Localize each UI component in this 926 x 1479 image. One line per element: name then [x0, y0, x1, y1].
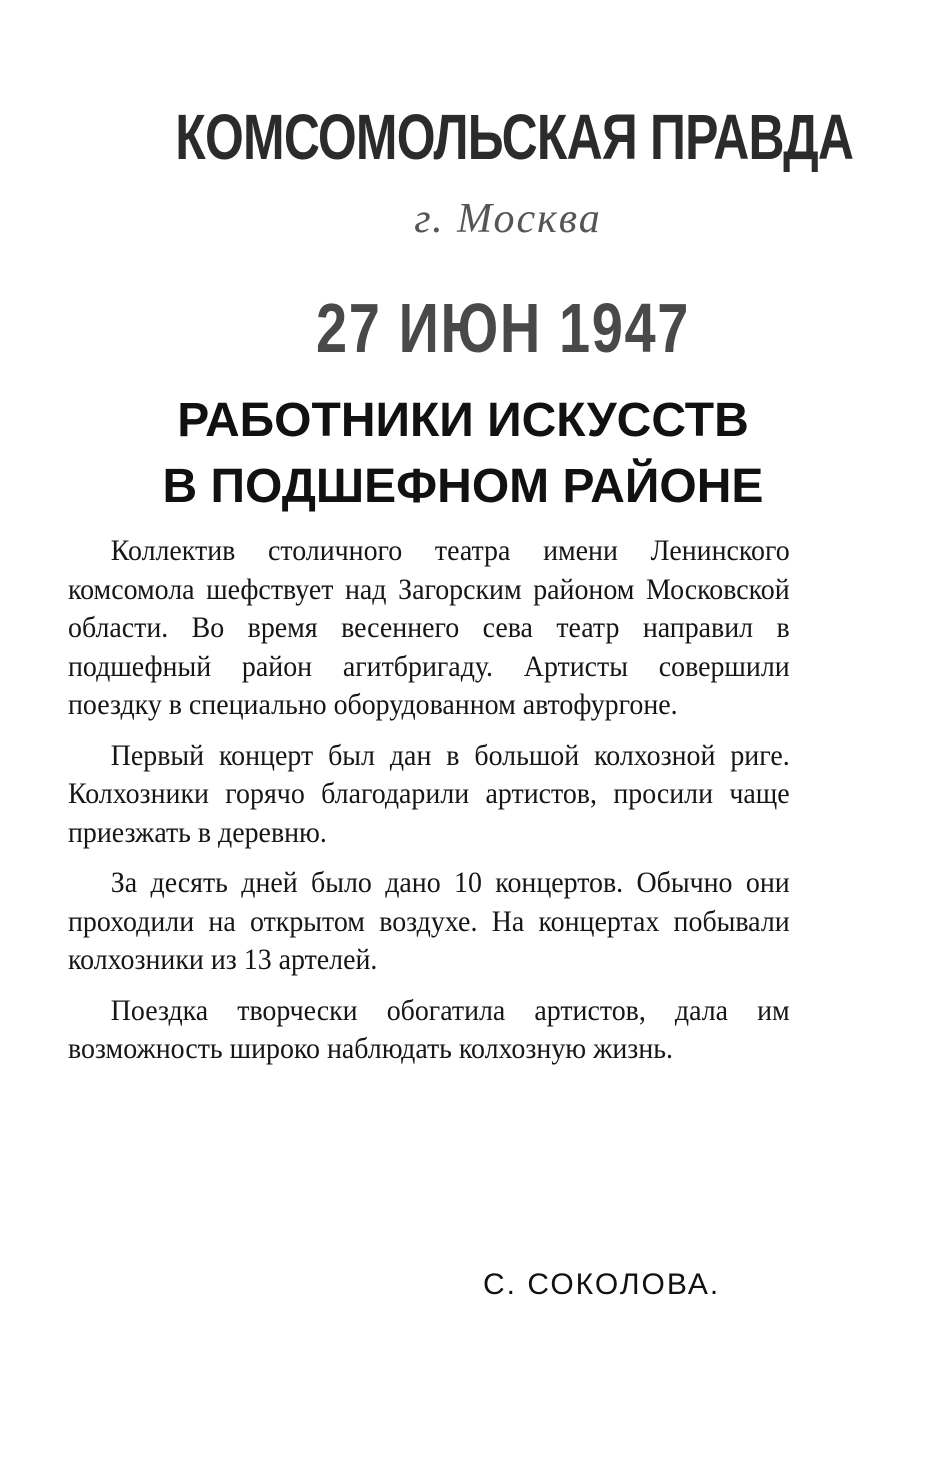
- article-headline: [0, 388, 926, 520]
- city-stamp: г. Москва: [414, 196, 602, 242]
- article-paragraph-4: Поездка творчески обогатила артистов, дала им возможность широко наблюдать колхозную жизнь.: [68, 993, 790, 1065]
- article-body: [68, 532, 790, 1081]
- headline-line-1: РАБОТНИКИ ИСКУССТВ: [177, 394, 749, 447]
- article-paragraph-3: За десять дней было дано 10 концертов. Обычно они проходили на открытом воздухе. На концертах побывали колхозники из 13 артелей.: [68, 866, 790, 976]
- newspaper-stamp: КОМСОМОЛЬСКАЯ ПРАВДА: [175, 101, 854, 173]
- article-paragraph-2: Первый концерт был дан в большой колхозной риге. Колхозники горячо благодарили артистов, просили чаще приезжать в деревню.: [68, 738, 790, 849]
- date-stamp: 27 ИЮН 1947: [315, 289, 691, 367]
- author-signature: С. СОКОЛОВА.: [483, 1268, 721, 1301]
- headline-line-2: В ПОДШЕФНОМ РАЙОНЕ: [162, 460, 764, 513]
- article-paragraph-1: Коллектив столичного театра имени Ленинского комсомола шефствует над Загорским районом Московской области. Во время весеннего сева театр направил в подшефный район агитбригаду. Артисты совершили поездку в специально оборудованном автофургоне.: [68, 534, 790, 721]
